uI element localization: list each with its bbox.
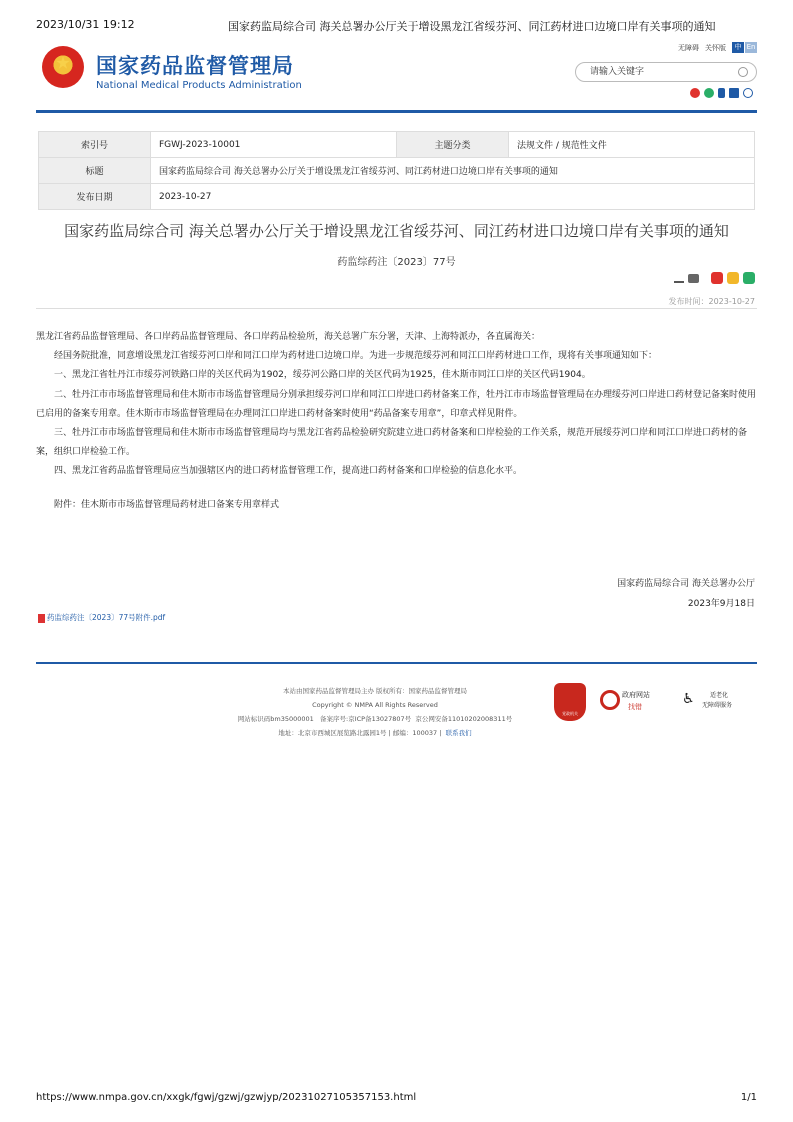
title-label: 标题 — [39, 158, 151, 184]
party-gov-badge[interactable] — [554, 683, 586, 721]
icp-record[interactable]: 备案序号:京ICP备13027807号 — [320, 715, 412, 723]
document-body — [36, 328, 756, 515]
accessible-link[interactable]: 无障碍 — [678, 43, 699, 52]
print-footer — [36, 1092, 757, 1103]
footer-address: 地址：北京市西城区展览路北露园1号 | 邮编：100037 | — [278, 729, 442, 737]
site-name-en: National Medical Products Administration — [96, 80, 302, 91]
category-value: 法规文件 / 规范性文件 — [509, 132, 755, 158]
document-title: 国家药监局综合司 海关总署办公厅关于增设黑龙江省绥芬河、同江药材进口边境口岸有关事项的通知 — [64, 222, 729, 240]
wechat-icon[interactable] — [704, 88, 714, 98]
care-version-link[interactable]: 关怀版 — [705, 43, 726, 52]
header-tools — [678, 42, 757, 53]
wheelchair-icon: ♿ — [682, 691, 695, 707]
contact-link[interactable]: 联系我们 — [445, 729, 472, 737]
site-footer — [200, 684, 550, 740]
mobile-icon[interactable] — [718, 88, 725, 98]
attachment-file[interactable]: 药监综药注〔2023〕77号附件.pdf — [47, 613, 166, 622]
user-icon[interactable] — [743, 88, 753, 98]
share-bar — [690, 88, 753, 98]
download-icon[interactable] — [674, 273, 684, 283]
print-page-title: 国家药监局综合司 海关总署办公厅关于增设黑龙江省绥芬河、同江药材进口边境口岸有关事项的通知 — [228, 20, 716, 33]
attachment-note: 附件：佳木斯市市场监督管理局药材进口备案专用章样式 — [54, 499, 280, 510]
title-divider — [36, 308, 757, 309]
lang-cn-button[interactable]: 中 — [732, 42, 744, 53]
paragraph: 二、牡丹江市市场监督管理局和佳木斯市市场监督管理局分别承担绥芬河口岸和同江口岸进口药材备案工作，牡丹江市市场监督管理局在办理绥芬河口岸进口药材登记备案时使用已启用的备案专用章。佳木斯市市场监督管理局在办理同江口岸进口药材备案时使用“药品备案专用章”，印章式样见附件。 — [36, 389, 757, 419]
print-url: https://www.nmpa.gov.cn/xxgk/fgwj/gzwj/gzwjyp/20231027105357153.html — [36, 1092, 417, 1103]
document-number: 药监综药注〔2023〕77号 — [337, 257, 456, 268]
site-name[interactable]: 国家药品监督管理局 — [96, 54, 294, 78]
lang-en-button[interactable]: En — [746, 43, 756, 51]
addressee: 黑龙江省药品监督管理局、各口岸药品监督管理局、各口岸药品检验所，海关总署广东分署，天津、上海特派办，各直属海关： — [36, 332, 541, 342]
gov-site-label: 政府网站 — [622, 691, 650, 699]
footer-copyright: Copyright © NMPA All Rights Reserved — [312, 701, 438, 709]
qzone-share-icon[interactable] — [727, 272, 739, 284]
date-label: 发布日期 — [39, 184, 151, 210]
paragraph: 三、牡丹江市市场监督管理局和佳木斯市市场监督管理局均与黑龙江省药品检验研究院建立进口药材备案和口岸检验的工作关系，规范开展绥芬河口岸和同江口岸进口药材的备案，组织口岸检验工作。 — [36, 428, 748, 458]
publish-time: 发布时间：2023-10-27 — [668, 297, 755, 306]
category-label: 主题分类 — [397, 132, 509, 158]
print-page-number: 1/1 — [740, 1092, 757, 1103]
footer-ids — [200, 712, 550, 726]
search-placeholder: 请输入关键字 — [590, 67, 645, 77]
site-id: 网站标识码bm35000001 — [237, 715, 314, 723]
document-meta-table — [38, 131, 755, 210]
index-value: FGWJ-2023-10001 — [151, 132, 397, 158]
police-record[interactable]: 京公网安备11010202008311号 — [415, 715, 513, 723]
site-header — [36, 40, 757, 110]
date-value: 2023-10-27 — [151, 184, 755, 210]
error-report-label: 找错 — [628, 703, 642, 711]
paragraph: 一、黑龙江省牡丹江市绥芬河铁路口岸的关区代码为1902，绥芬河公路口岸的关区代码为1925，佳木斯市同江口岸的关区代码1904。 — [54, 370, 591, 381]
wechat-share-icon[interactable] — [743, 272, 755, 284]
print-icon[interactable] — [688, 274, 699, 283]
title-value: 国家药监局综合司 海关总署办公厅关于增设黑龙江省绥芬河、同江药材进口边境口岸有关事项的通知 — [151, 158, 755, 184]
accessibility-label: 无障碍服务 — [702, 702, 733, 709]
index-label: 索引号 — [39, 132, 151, 158]
error-report-icon — [600, 690, 620, 710]
weibo-share-icon[interactable] — [711, 272, 723, 284]
elderly-label: 适老化 — [710, 692, 729, 699]
signature: 国家药监局综合司 海关总署办公厅 — [617, 579, 755, 589]
document-tools — [674, 272, 755, 284]
pdf-icon — [38, 614, 45, 623]
footer-sponsor: 本站由国家药品监督管理局主办 版权所有：国家药品监督管理局 — [282, 687, 468, 695]
paragraph: 经国务院批准，同意增设黑龙江省绥芬河口岸和同江口岸为药材进口边境口岸。为进一步规范绥芬河和同江口岸药材进口工作，现将有关事项通知如下： — [54, 351, 658, 362]
search-input[interactable] — [575, 62, 757, 82]
sign-date: 2023年9月18日 — [687, 599, 755, 609]
party-gov-label: 党政机关 — [562, 711, 578, 716]
header-divider — [36, 110, 757, 113]
national-emblem-icon — [42, 46, 84, 88]
attachment-link[interactable] — [38, 612, 165, 623]
print-timestamp: 2023/10/31 19:12 — [36, 18, 135, 31]
weibo-icon[interactable] — [690, 88, 700, 98]
footer-divider — [36, 662, 757, 664]
search-icon[interactable] — [738, 67, 748, 77]
footer-address-line — [200, 726, 550, 740]
paragraph: 四、黑龙江省药品监督管理局应当加强辖区内的进口药材监督管理工作，提高进口药材备案和口岸检验的信息化水平。 — [54, 466, 523, 477]
mail-icon[interactable] — [729, 88, 739, 98]
